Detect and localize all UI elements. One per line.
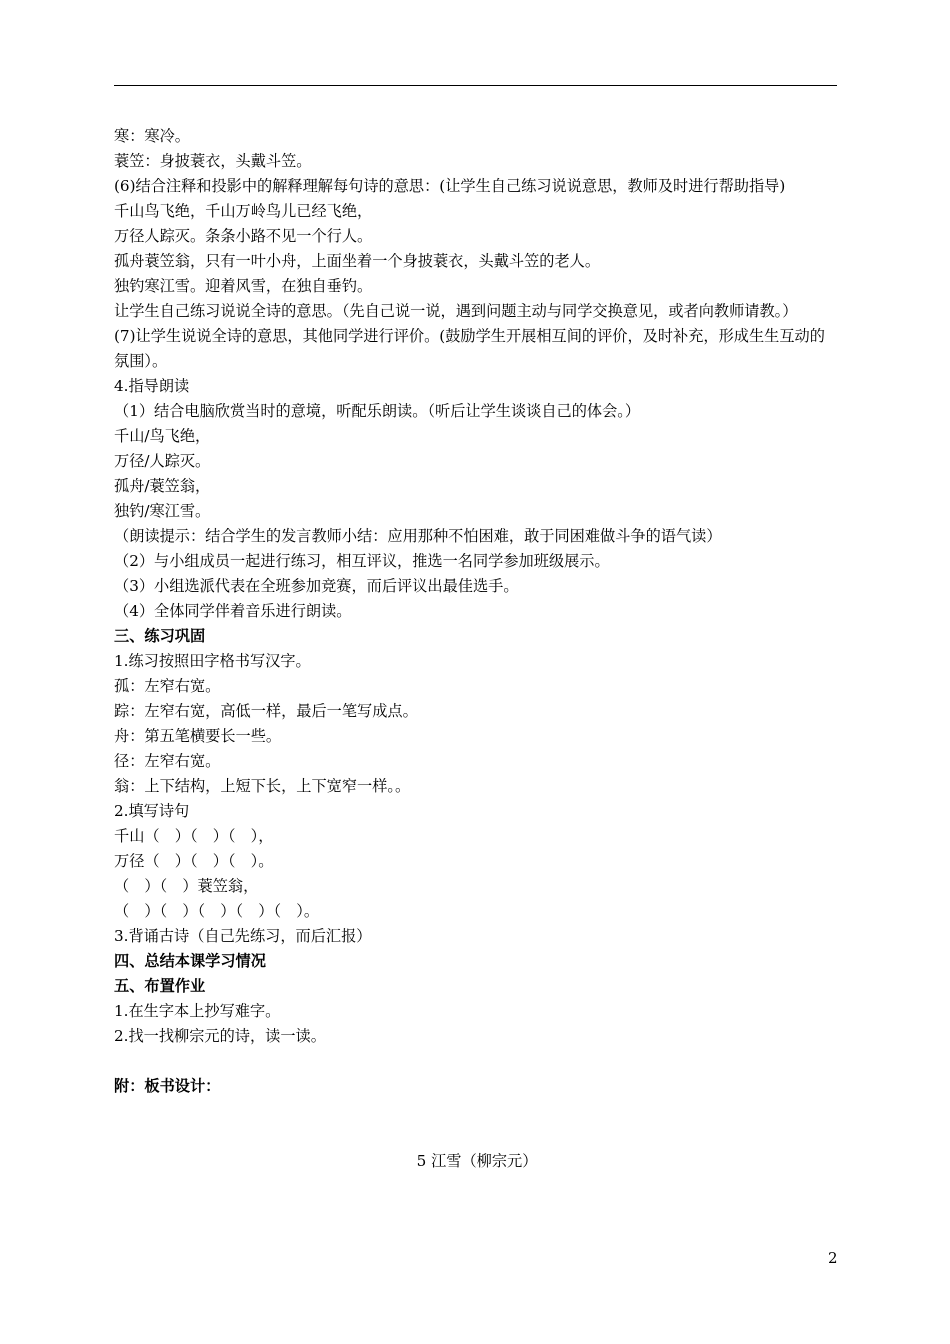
- fill-in-line: 万径（ ）（ ）（ ）。: [114, 852, 274, 870]
- fill-in-line: （ ）（ ）（ ）（ ）（ ）。: [114, 902, 320, 920]
- section-heading: 四、总结本课学习情况: [114, 952, 266, 970]
- fill-in-line: （ ）（ ）蓑笠翁，: [114, 877, 259, 895]
- text-line: 1.在生字本上抄写难字。: [114, 1002, 281, 1020]
- text-line: （2）与小组成员一起进行练习，相互评议，推选一名同学参加班级展示。: [114, 552, 610, 570]
- document-body: [114, 124, 840, 1174]
- text-line: 舟：第五笔横要长一些。: [114, 727, 282, 745]
- text-line: 踪：左窄右宽，高低一样，最后一笔写成点。: [114, 702, 418, 720]
- section-heading: 三、练习巩固: [114, 627, 206, 645]
- text-paragraph: 让学生自己练习说说全诗的意思。（先自己说一说，遇到问题主动与同学交换意见，或者向教师请教。）: [114, 302, 798, 320]
- text-line: （1）结合电脑欣赏当时的意境，听配乐朗读。（听后让学生谈谈自己的体会。）: [114, 402, 641, 420]
- page-number: 2: [828, 1249, 838, 1267]
- board-design-title: 5 江雪（柳宗元）: [416, 1152, 538, 1170]
- text-paragraph: (6)结合注释和投影中的解释理解每句诗的意思：(让学生自己练习说说意思，教师及时进行帮助指导): [114, 177, 786, 195]
- text-line: 2.找一找柳宗元的诗，读一读。: [114, 1027, 326, 1045]
- text-line: （4）全体同学伴着音乐进行朗读。: [114, 602, 352, 620]
- fill-in-line: 千山（ ）（ ）（ ），: [114, 827, 274, 845]
- text-line: 千山鸟飞绝，千山万岭鸟儿已经飞绝，: [114, 202, 373, 220]
- text-line: （朗读提示：结合学生的发言教师小结：应用那种不怕困难，敢于同困难做斗争的语气读）: [114, 527, 722, 545]
- appendix-heading: 附：板书设计：: [114, 1077, 221, 1095]
- section-subheading: 4.指导朗读: [114, 377, 190, 395]
- text-line: 孤：左窄右宽。: [114, 677, 221, 695]
- text-line: 万径人踪灭。条条小路不见一个行人。: [114, 227, 373, 245]
- text-line: 翁：上下结构，上短下长，上下宽窄一样。。: [114, 777, 411, 795]
- spacer: [114, 1099, 840, 1149]
- text-line: 独钓寒江雪。迎着风雪，在独自垂钓。: [114, 277, 373, 295]
- text-line: 3.背诵古诗（自己先练习，而后汇报）: [114, 927, 372, 945]
- poem-line: 孤舟/蓑笠翁，: [114, 477, 211, 495]
- text-line: 1.练习按照田字格书写汉字。: [114, 652, 311, 670]
- text-paragraph: (7)让学生说说全诗的意思，其他同学进行评价。(鼓励学生开展相互间的评价，及时补充，形成生生互动的氛围）。: [114, 327, 825, 370]
- text-line: 孤舟蓑笠翁，只有一叶小舟，上面坐着一个身披蓑衣，头戴斗笠的老人。: [114, 252, 600, 270]
- text-line: （3）小组选派代表在全班参加竞赛，而后评议出最佳选手。: [114, 577, 519, 595]
- poem-line: 万径/人踪灭。: [114, 452, 211, 470]
- text-line: 径：左窄右宽。: [114, 752, 221, 770]
- text-line: 蓑笠：身披蓑衣，头戴斗笠。: [114, 152, 312, 170]
- header-rule: [114, 85, 837, 86]
- poem-line: 千山/鸟飞绝，: [114, 427, 211, 445]
- section-subheading: 2.填写诗句: [114, 802, 190, 820]
- spacer: [114, 1049, 840, 1074]
- text-line: 寒：寒冷。: [114, 127, 190, 145]
- section-heading: 五、布置作业: [114, 977, 206, 995]
- poem-line: 独钓/寒江雪。: [114, 502, 211, 520]
